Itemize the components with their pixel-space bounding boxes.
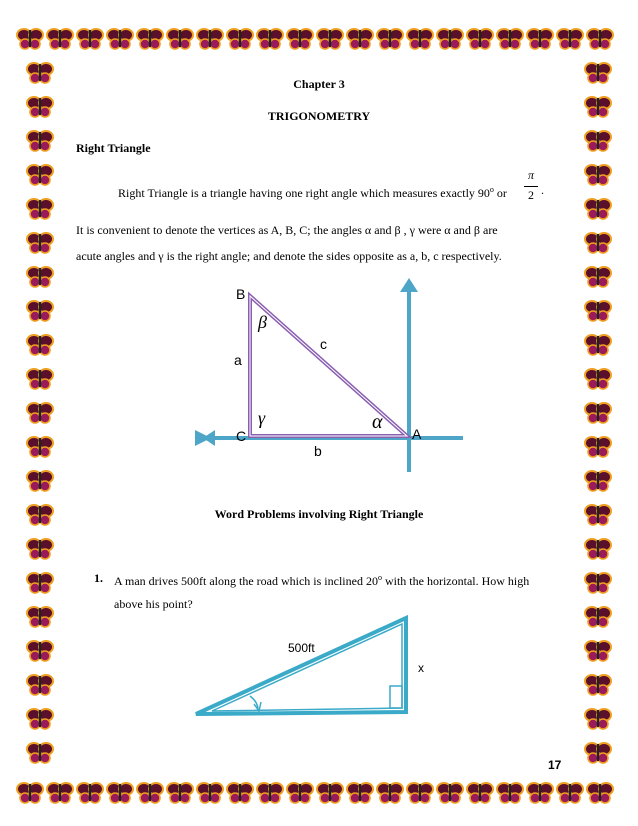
butterfly-ornament <box>347 29 373 49</box>
definition-body: Right Triangle is a triangle having one right angle which measures exactly 90 <box>118 186 490 200</box>
butterfly-ornament <box>137 29 163 49</box>
butterfly-ornament <box>585 437 611 457</box>
vertex-A-label: A <box>412 426 422 442</box>
butterfly-ornament <box>585 335 611 355</box>
butterfly-ornament <box>585 301 611 321</box>
vertical-arrow-head <box>400 278 418 292</box>
butterfly-ornament <box>585 403 611 423</box>
side-b-label: b <box>314 443 322 459</box>
side-a-label: a <box>234 352 242 368</box>
butterfly-ornament <box>585 573 611 593</box>
butterfly-ornament <box>407 783 433 803</box>
butterfly-ornament <box>467 29 493 49</box>
butterfly-ornament <box>585 641 611 661</box>
butterfly-ornament <box>347 783 373 803</box>
butterfly-ornament <box>587 783 613 803</box>
butterfly-ornament <box>167 783 193 803</box>
degree-sup: o <box>489 185 494 194</box>
butterfly-ornament <box>377 783 403 803</box>
definition-text <box>118 182 507 201</box>
paragraph-line-1: It is convenient to denote the vertices as A, B, C; the angles α and β , γ were α and β are <box>76 223 498 237</box>
butterfly-ornament <box>557 29 583 49</box>
butterfly-ornament <box>287 783 313 803</box>
fraction-bar <box>524 186 538 187</box>
problem-text-post: with the horizontal. How high <box>381 574 530 588</box>
problem-text-line-1 <box>114 570 529 589</box>
definition-period: . <box>541 183 544 197</box>
word-problems-heading: Word Problems involving Right Triangle <box>214 507 424 521</box>
hypotenuse-label: 500ft <box>288 641 315 655</box>
butterfly-ornament <box>47 29 73 49</box>
butterfly-ornament <box>77 29 103 49</box>
butterfly-ornament <box>27 335 53 355</box>
butterfly-ornament <box>197 783 223 803</box>
triangle-inner-line <box>250 296 407 436</box>
butterfly-ornament <box>437 783 463 803</box>
angle-beta-label: β <box>258 312 267 332</box>
fraction-numerator: π <box>527 168 534 182</box>
butterfly-ornament <box>437 29 463 49</box>
incline-triangle-inner <box>212 624 402 711</box>
butterfly-ornament <box>585 539 611 559</box>
butterfly-ornament <box>137 783 163 803</box>
butterfly-ornament <box>27 573 53 593</box>
butterfly-ornament <box>27 403 53 423</box>
butterfly-ornament <box>27 301 53 321</box>
butterfly-ornament <box>27 199 53 219</box>
page-title: TRIGONOMETRY <box>267 109 371 123</box>
problem-degree-sup: o <box>377 573 382 582</box>
butterfly-ornament <box>497 783 523 803</box>
butterfly-ornament <box>585 267 611 287</box>
vertex-C-label: C <box>236 428 247 444</box>
butterfly-ornament <box>527 783 553 803</box>
butterfly-ornament <box>167 29 193 49</box>
butterfly-ornament <box>27 233 53 253</box>
butterfly-ornament <box>27 743 53 763</box>
butterfly-ornament <box>377 29 403 49</box>
angle-alpha-label: α <box>372 411 383 433</box>
butterfly-ornament <box>467 783 493 803</box>
horizontal-arrow-head <box>203 430 215 446</box>
side-x-label: x <box>418 661 424 675</box>
butterfly-ornament <box>585 233 611 253</box>
section-heading: Right Triangle <box>76 141 151 155</box>
butterfly-ornament <box>47 783 73 803</box>
or-text: or <box>496 186 507 200</box>
butterfly-ornament <box>585 369 611 389</box>
chapter-label: Chapter 3 <box>293 77 345 91</box>
butterfly-ornament <box>585 131 611 151</box>
butterfly-ornament <box>585 709 611 729</box>
butterfly-ornament <box>27 471 53 491</box>
butterfly-ornament <box>287 29 313 49</box>
angle-gamma-label: γ <box>258 408 266 428</box>
page-number: 17 <box>548 758 562 772</box>
butterfly-ornament <box>27 131 53 151</box>
problem-text-pre: A man drives 500ft along the road which is inclined 20 <box>114 574 378 588</box>
side-c-label: c <box>320 336 327 352</box>
butterfly-ornament <box>27 369 53 389</box>
butterfly-ornament <box>527 29 553 49</box>
butterfly-ornament <box>585 743 611 763</box>
butterfly-ornament <box>227 29 253 49</box>
butterfly-ornament <box>497 29 523 49</box>
butterfly-ornament <box>587 29 613 49</box>
butterfly-ornament <box>257 783 283 803</box>
butterfly-ornament <box>407 29 433 49</box>
problem-text-line-2: above his point? <box>114 597 193 611</box>
butterfly-ornament <box>317 29 343 49</box>
butterfly-ornament <box>17 29 43 49</box>
butterfly-ornament <box>585 199 611 219</box>
butterfly-ornament <box>257 29 283 49</box>
incline-triangle-outline <box>196 618 406 714</box>
butterfly-ornament <box>107 783 133 803</box>
butterfly-ornament <box>197 29 223 49</box>
right-angle-marker <box>390 686 402 708</box>
butterfly-ornament <box>27 437 53 457</box>
problem-number: 1. <box>94 571 103 585</box>
butterfly-ornament <box>27 709 53 729</box>
butterfly-ornament <box>317 783 343 803</box>
butterfly-ornament <box>27 607 53 627</box>
butterfly-ornament <box>107 29 133 49</box>
incline-triangle-figure <box>190 610 420 725</box>
butterfly-ornament <box>27 539 53 559</box>
butterfly-ornament <box>585 675 611 695</box>
butterfly-ornament <box>227 783 253 803</box>
paragraph-line-2: acute angles and γ is the right angle; and denote the sides opposite as a, b, c respectively. <box>76 249 502 263</box>
vertex-B-label: B <box>236 286 246 302</box>
butterfly-ornament <box>77 783 103 803</box>
butterfly-ornament <box>17 783 43 803</box>
fraction-denominator: 2 <box>528 188 534 202</box>
butterfly-ornament <box>585 607 611 627</box>
butterfly-ornament <box>27 165 53 185</box>
butterfly-ornament <box>585 165 611 185</box>
butterfly-ornament <box>27 267 53 287</box>
butterfly-ornament <box>27 641 53 661</box>
butterfly-ornament <box>27 675 53 695</box>
butterfly-ornament <box>557 783 583 803</box>
butterfly-ornament <box>585 471 611 491</box>
